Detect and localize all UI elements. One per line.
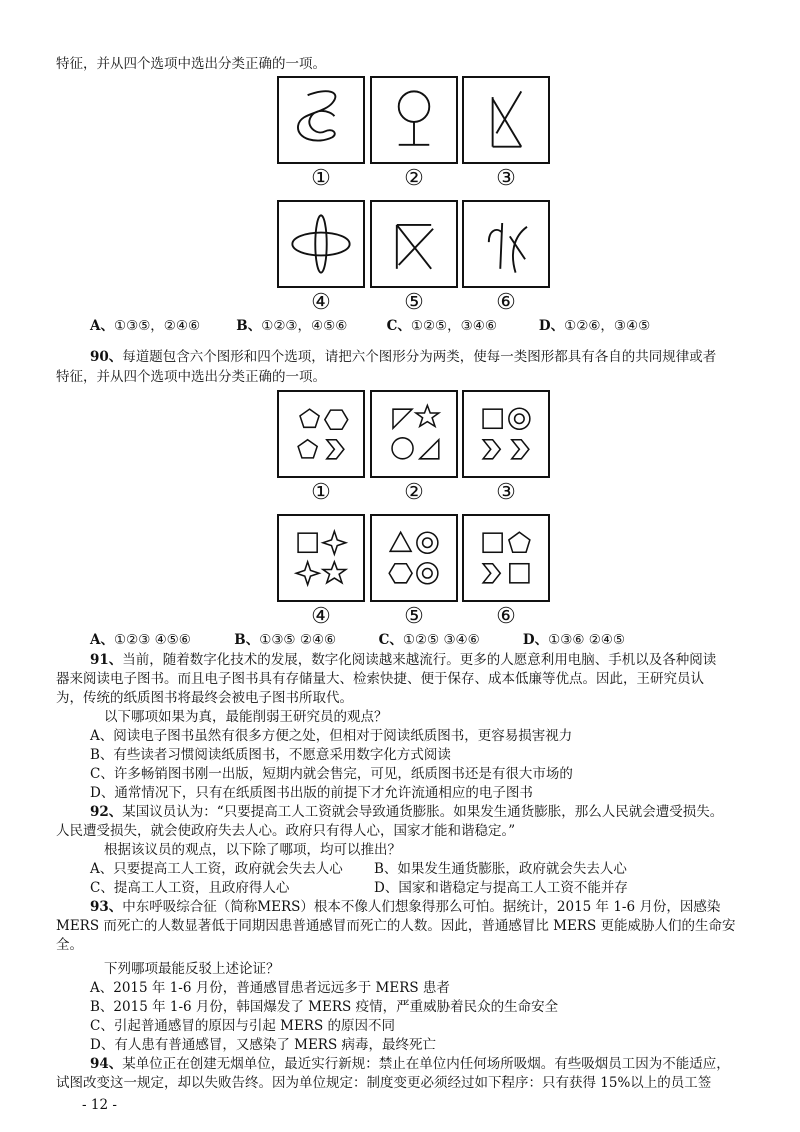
q89-figure-3: [462, 76, 550, 164]
q90-option-d: D、①③⑥ ②④⑤: [522, 632, 626, 648]
q89-figure-1: [277, 76, 365, 164]
q91-option-d: D、通常情况下，只有在纸质图书出版的前提下才允许流通相应的电子图书: [90, 785, 533, 801]
q89-option-a: A、①③⑤，②④⑥: [90, 318, 201, 334]
q91-option-c: C、许多畅销图书刚一出版，短期内就会售完，可见，纸质图书还是有很大市场的: [90, 766, 573, 782]
q90-options: [90, 631, 625, 649]
q89-label-5: ⑤: [404, 290, 424, 315]
q92-stem-line-1: 92、某国议员认为：“只要提高工人工资就会导致通货膨胀。如果发生通货膨胀，那么人民就会遭受损失。: [90, 804, 724, 820]
q89-option-b: B、①②③，④⑤⑥: [236, 318, 348, 334]
q90-figure-5: [370, 514, 458, 602]
q93-option-b: B、2015 年 1-6 月份，韩国爆发了 MERS 疫情，严重威胁着民众的生命安全: [90, 999, 559, 1015]
q90-label-3: ③: [496, 480, 516, 505]
q89-intro-tail: 特征，并从四个选项中选出分类正确的一项。: [56, 56, 326, 72]
q90-option-a: A、①②③ ④⑤⑥: [90, 632, 191, 648]
q89-label-2: ②: [404, 166, 424, 191]
q89-label-6: ⑥: [496, 290, 516, 315]
q94-stem-line-1: 94、某单位正在创建无烟单位，最近实行新规：禁止在单位内任何场所吸烟。有些吸烟员工因为不能适应，: [90, 1056, 730, 1072]
q92-stem-line-2: 人民遭受损失，就会使政府失去人心。政府只有得人心，国家才能和谐稳定。”: [56, 823, 516, 839]
q92-option-a: A、只要提高工人工资，政府就会失去人心: [90, 861, 343, 877]
q90-figure-1: [277, 390, 365, 478]
q89-label-3: ③: [496, 166, 516, 191]
q91-question: 以下哪项如果为真，最能削弱王研究员的观点？: [104, 709, 388, 725]
q93-stem-line-2: MERS 而死亡的人数显著低于同期因患普通感冒而死亡的人数。因此，普通感冒比 MERS 更能威胁人们的生命安: [56, 918, 736, 934]
q89-figure-4: [277, 200, 365, 288]
q93-option-c: C、引起普通感冒的原因与引起 MERS 的原因不同: [90, 1018, 396, 1034]
q89-option-d: D、①②⑥，③④⑤: [538, 318, 651, 334]
q90-option-b: B、①③⑤ ②④⑥: [234, 632, 337, 648]
q91-option-a: A、阅读电子图书虽然有很多方便之处，但相对于阅读纸质图书，更容易损害视力: [90, 728, 573, 744]
q89-label-4: ④: [311, 290, 331, 315]
q89-options: [90, 317, 650, 335]
q92-option-b: B、如果发生通货膨胀，政府就会失去人心: [374, 861, 627, 877]
q90-figure-4: [277, 514, 365, 602]
q89-option-c: C、①②⑤，③④⑥: [386, 318, 497, 334]
q90-stem-line-1: 90、每道题包含六个图形和四个选项，请把六个图形分为两类，使每一类图形都具有各自的共同规律或者: [90, 349, 717, 365]
page-number: - 12 -: [82, 1097, 117, 1113]
q90-label-5: ⑤: [404, 604, 424, 629]
q93-question: 下列哪项最能反驳上述论证？: [104, 961, 280, 977]
q92-question: 根据该议员的观点，以下除了哪项，均可以推出？: [104, 842, 401, 858]
q93-option-a: A、2015 年 1-6 月份，普通感冒患者远远多于 MERS 患者: [90, 980, 450, 996]
q91-stem-line-1: 91、当前，随着数字化技术的发展，数字化阅读越来越流行。更多的人愿意利用电脑、手机以及各种阅读: [90, 652, 717, 668]
q91-stem-line-2: 器来阅读电子图书。而且电子图书具有存储量大、检索快捷、便于保存、成本低廉等优点。因此，王研究员认: [56, 671, 704, 687]
q90-label-6: ⑥: [496, 604, 516, 629]
q93-stem-line-3: 全。: [56, 937, 83, 953]
q89-figure-5: [370, 200, 458, 288]
q92-option-d: D、国家和谐稳定与提高工人工资不能并存: [374, 880, 628, 896]
q89-figure-2: [370, 76, 458, 164]
q90-label-2: ②: [404, 480, 424, 505]
q92-option-c: C、提高工人工资，且政府得人心: [90, 880, 290, 896]
q90-label-4: ④: [311, 604, 331, 629]
q90-option-c: C、①②⑤ ③④⑥: [378, 632, 480, 648]
q90-stem-line-2: 特征，并从四个选项中选出分类正确的一项。: [56, 369, 326, 385]
q91-option-b: B、有些读者习惯阅读纸质图书，不愿意采用数字化方式阅读: [90, 747, 451, 763]
q89-figure-6: [462, 200, 550, 288]
q93-option-d: D、有人患有普通感冒，又感染了 MERS 病毒，最终死亡: [90, 1037, 436, 1053]
q90-label-1: ①: [311, 480, 331, 505]
q90-figure-2: [370, 390, 458, 478]
q91-stem-line-3: 为，传统的纸质图书将最终会被电子图书所取代。: [56, 690, 353, 706]
q90-figure-6: [462, 514, 550, 602]
q93-stem-line-1: 93、中东呼吸综合征（简称MERS）根本不像人们想象得那么可怕。据统计，2015 年 1-6 月份，因感染: [90, 899, 721, 915]
q89-label-1: ①: [311, 166, 331, 191]
q94-stem-line-2: 试图改变这一规定，却以失败告终。因为单位规定：制度变更必须经过如下程序：只有获得 15%以上的员工签: [56, 1075, 712, 1091]
q90-figure-3: [462, 390, 550, 478]
